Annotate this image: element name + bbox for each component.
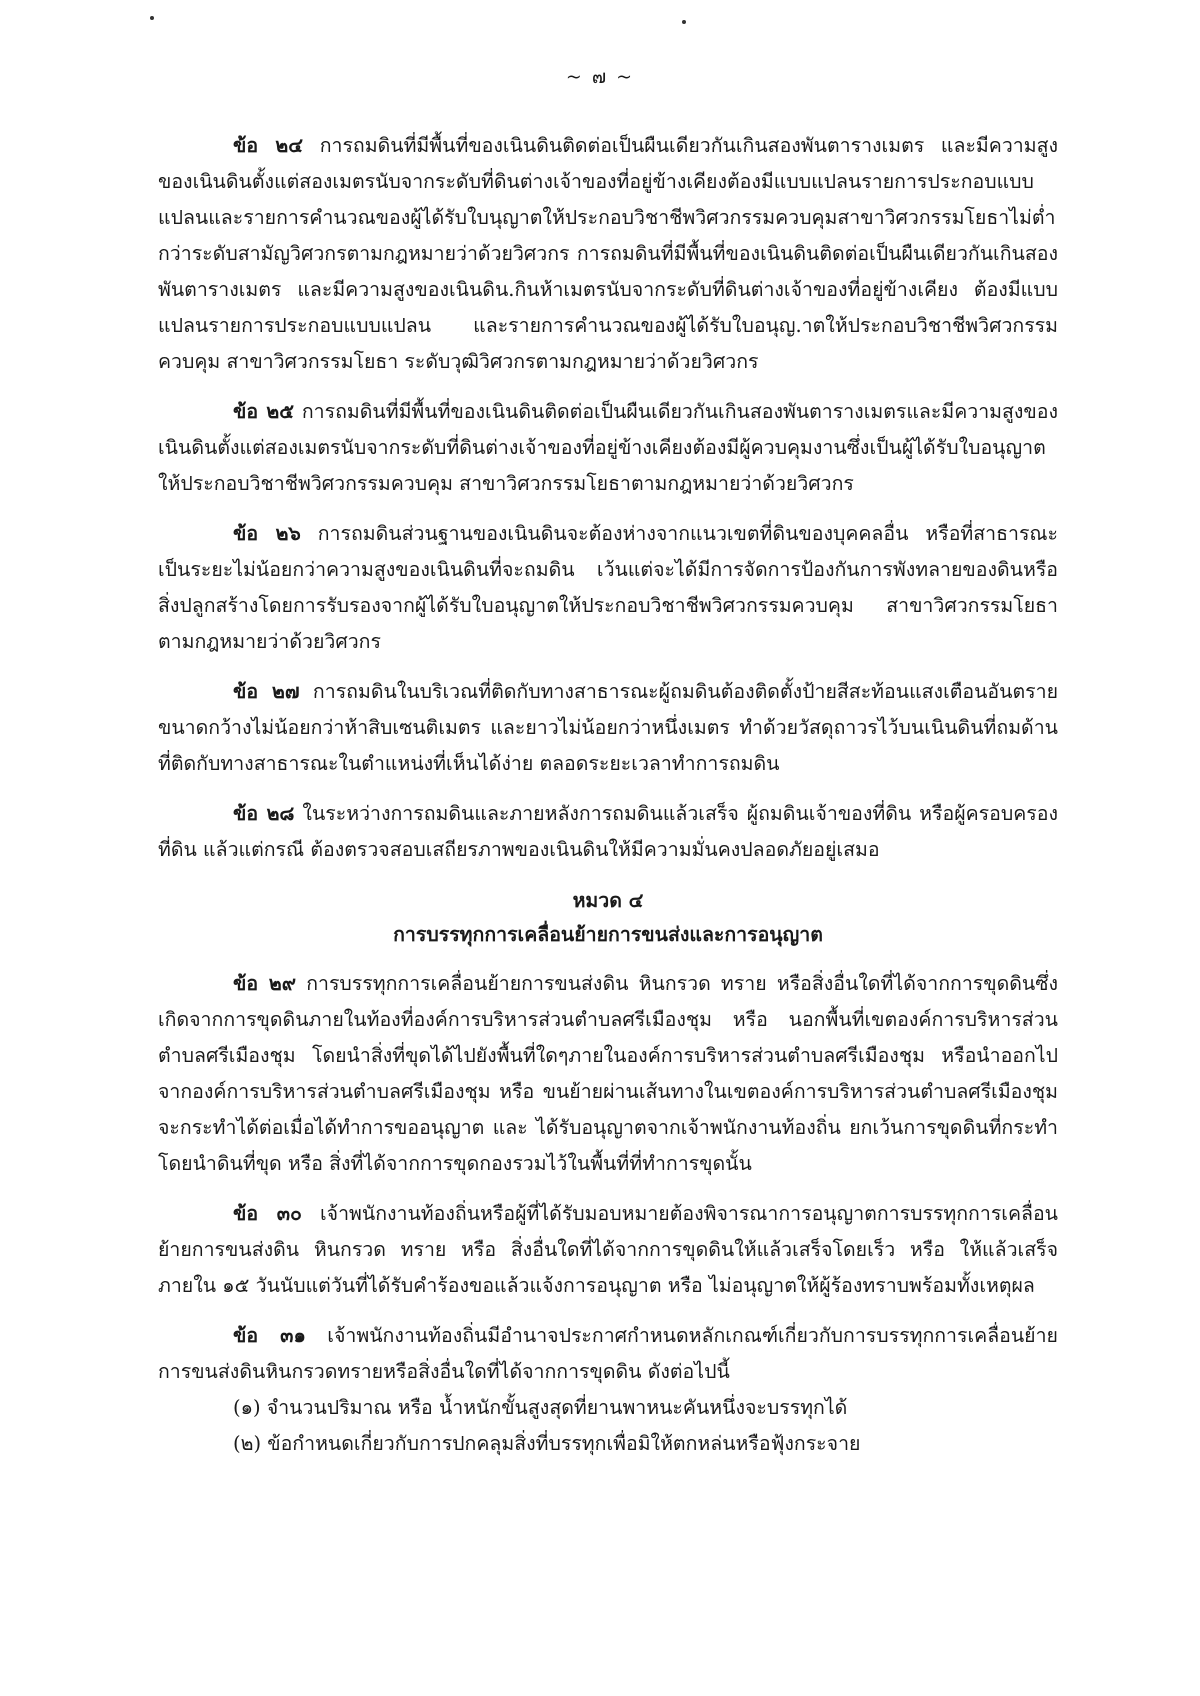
clause-text: การถมดินที่มีพื้นที่ของเนินดินติดต่อเป็นผืนเดียวกันเกินสองพันตารางเมตรและมีความสูงของเนินดินตั้งแต่สองเมตรนับจากระดับที่ดินต่างเจ้าของที่อยู่ข้างเคียงต้องมีผู้ควบคุมงานซึ่งเป็นผู้ได้รับใบอนุญาตให้ประกอบวิชาชีพวิศวกรรมควบคุม สาขาวิศวกรรมโยธาตามกฎหมายว่าด้วยวิศวกร bbox=[158, 400, 1058, 495]
clause-number: ข้อ ๒๗ bbox=[233, 680, 300, 703]
clause-31 bbox=[158, 1318, 1058, 1390]
clause-text: การถมดินที่มีพื้นที่ของเนินดินติดต่อเป็นผืนเดียวกันเกินสองพันตารางเมตร และมีความสูงของเนินดินตั้งแต่สองเมตรนับจากระดับที่ดินต่างเจ้าของที่อยู่ข้างเคียงต้องมีแบบแปลนรายการประกอบแบบแปลนและรายการคำนวณของผู้ได้รับใบนุญาตให้ประกอบวิชาชีพวิศวกรรมควบคุมสาขาวิศวกรรมโยธาไม่ต่ำกว่าระดับสามัญวิศวกรตามกฎหมายว่าด้วยวิศวกร การถมดินที่มีพื้นที่ของเนินดินติดต่อเป็นผืนเดียวกันเกินสองพันตารางเมตร และมีความสูงของเนินดิน.กินห้าเมตรนับจากระดับที่ดินต่างเจ้าของที่อยู่ข้างเคียง ต้องมีแบบแปลนรายการประกอบแบบแปลน และรายการคำนวณของผู้ได้รับใบอนุญ.าตให้ประกอบวิชาชีพวิศวกรรมควบคุม สาขาวิศวกรรมโยธา ระดับวุฒิวิศวกรตามกฎหมายว่าด้วยวิศวกร bbox=[158, 134, 1058, 373]
clause-text: เจ้าพนักงานท้องถิ่นมีอำนาจประกาศกำหนดหลักเกณฑ์เกี่ยวกับการบรรทุกการเคลื่อนย้ายการขนส่งดินหินกรวดทรายหรือสิ่งอื่นใดที่ได้จากการขุดดิน ดังต่อไปนี้ bbox=[158, 1324, 1058, 1383]
chapter-heading bbox=[158, 884, 1058, 952]
page-number: ~ ๗ ~ bbox=[565, 66, 635, 88]
scan-speck bbox=[682, 20, 686, 24]
clause-29 bbox=[158, 966, 1058, 1182]
clause-26 bbox=[158, 516, 1058, 660]
clause-25 bbox=[158, 394, 1058, 502]
clause-27 bbox=[158, 674, 1058, 782]
clause-24 bbox=[158, 128, 1058, 380]
clause-number: ข้อ ๒๔ bbox=[233, 134, 303, 157]
clause-text: เจ้าพนักงานท้องถิ่นหรือผู้ที่ได้รับมอบหมายต้องพิจารณาการอนุญาตการบรรทุกการเคลื่อนย้ายการขนส่งดิน หินกรวด ทราย หรือ สิ่งอื่นใดที่ได้จากการขุดดินให้แล้วเสร็จโดยเร็ว หรือ ให้แล้วเสร็จภายใน ๑๕ วันนับแต่วันที่ได้รับคำร้องขอแล้วแจ้งการอนุญาต หรือ ไม่อนุญาตให้ผู้ร้องทราบพร้อมทั้งเหตุผล bbox=[158, 1202, 1058, 1297]
clause-text: ในระหว่างการถมดินและภายหลังการถมดินแล้วเสร็จ ผู้ถมดินเจ้าของที่ดิน หรือผู้ครอบครองที่ดิน แล้วแต่กรณี ต้องตรวจสอบเสถียรภาพของเนินดินให้มีความมั่นคงปลอดภัยอยู่เสมอ bbox=[158, 802, 1058, 861]
clause-text: การถมดินในบริเวณที่ติดกับทางสาธารณะผู้ถมดินต้องติดตั้งป้ายสีสะท้อนแสงเตือนอันตรายขนาดกว้างไม่น้อยกว่าห้าสิบเซนติเมตร และยาวไม่น้อยกว่าหนึ่งเมตร ทำด้วยวัสดุถาวรไว้บนเนินดินที่ถมด้านที่ติดกับทางสาธารณะในตำแหน่งที่เห็นได้ง่าย ตลอดระยะเวลาทำการถมดิน bbox=[158, 680, 1058, 775]
scan-speck bbox=[150, 16, 154, 20]
document-body bbox=[158, 128, 1058, 1462]
clause-number: ข้อ ๒๖ bbox=[233, 522, 301, 545]
chapter-number: หมวด ๔ bbox=[572, 889, 644, 912]
clause-number: ข้อ ๒๕ bbox=[233, 400, 295, 423]
clause-number: ข้อ ๓๐ bbox=[233, 1202, 302, 1225]
clause-text: การบรรทุกการเคลื่อนย้ายการขนส่งดิน หินกรวด ทราย หรือสิ่งอื่นใดที่ได้จากการขุดดินซึ่งเกิดจากการขุดดินภายในท้องที่องค์การบริหารส่วนตำบลศรีเมืองชุม หรือ นอกพื้นที่เขตองค์การบริหารส่วนตำบลศรีเมืองชุม โดยนำสิ่งที่ขุดได้ไปยังพื้นที่ใดๆภายในองค์การบริหารส่วนตำบลศรีเมืองชุม หรือนำออกไปจากองค์การบริหารส่วนตำบลศรีเมืองชุม หรือ ขนย้ายผ่านเส้นทางในเขตองค์การบริหารส่วนตำบลศรีเมืองชุม จะกระทำได้ต่อเมื่อได้ทำการขออนุญาต และ ได้รับอนุญาตจากเจ้าพนักงานท้องถิ่น ยกเว้นการขุดดินที่กระทำโดยนำดินที่ขุด หรือ สิ่งที่ได้จากการขุดกองรวมไว้ในพื้นที่ที่ทำการขุดนั้น bbox=[158, 972, 1059, 1175]
clause-number: ข้อ ๓๑ bbox=[233, 1324, 306, 1347]
chapter-title: การบรรทุกการเคลื่อนย้ายการขนส่งและการอนุญาต bbox=[393, 923, 823, 946]
clause-number: ข้อ ๒๙ bbox=[233, 972, 296, 995]
list-item: (๑) จำนวนปริมาณ หรือ น้ำหนักขั้นสูงสุดที่ยานพาหนะคันหนึ่งจะบรรทุกได้ bbox=[233, 1396, 848, 1419]
clause-text: การถมดินส่วนฐานของเนินดินจะต้องห่างจากแนวเขตที่ดินของบุคคลอื่น หรือที่สาธารณะเป็นระยะไม่น้อยกว่าความสูงของเนินดินที่จะถมดิน เว้นแต่จะได้มีการจัดการป้องกันการพังทลายของดินหรือ สิ่งปลูกสร้างโดยการรับรองจากผู้ได้รับใบอนุญาตให้ประกอบวิชาชีพวิศวกรรมควบคุม สาขาวิศวกรรมโยธาตามกฎหมายว่าด้วยวิศวกร bbox=[158, 522, 1058, 653]
clause-30 bbox=[158, 1196, 1058, 1304]
clause-28 bbox=[158, 796, 1058, 868]
list-item: (๒) ข้อกำหนดเกี่ยวกับการปกคลุมสิ่งที่บรรทุกเพื่อมิให้ตกหล่นหรือฟุ้งกระจาย bbox=[233, 1432, 861, 1455]
clause-number: ข้อ ๒๘ bbox=[233, 802, 295, 825]
